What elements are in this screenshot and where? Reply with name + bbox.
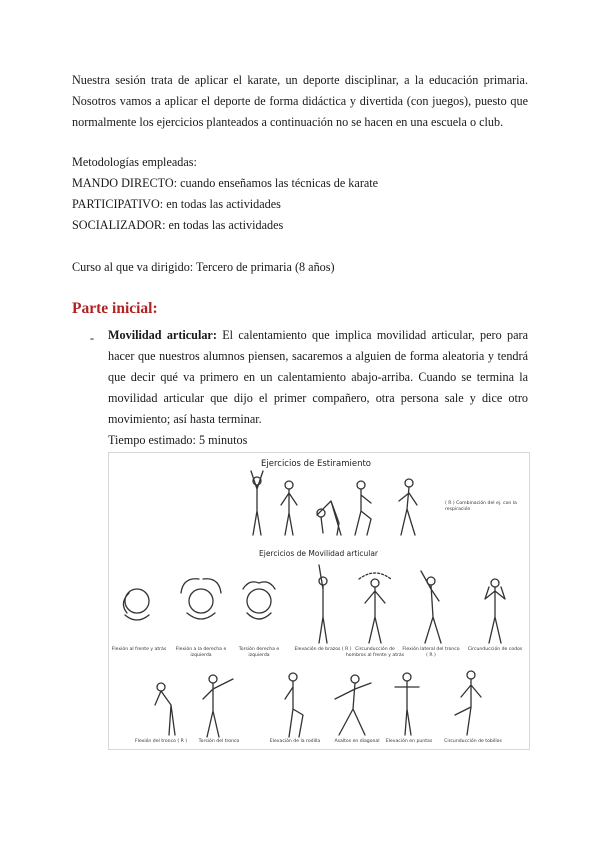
figure-caption: Flexión lateral del tronco ( R ) [402, 647, 460, 658]
figure-title-mobility: Ejercicios de Movilidad articular [259, 549, 379, 558]
mobility-figure [455, 671, 481, 735]
mobility-figure [319, 565, 327, 643]
stretch-figure [317, 501, 341, 535]
stick-figures-drawing [109, 453, 529, 749]
mobility-figure [421, 571, 441, 643]
stretch-figure [399, 479, 417, 535]
stretch-figure [281, 481, 297, 535]
figure-caption: Torsión derecha e izquierda [238, 647, 280, 658]
figure-note: ( R ) Combinación del ej. con la respiración [445, 501, 517, 512]
bullet-title: Movilidad articular: [108, 328, 217, 342]
figure-caption: Torsión del tronco [198, 739, 240, 744]
intro-line-1: Nuestra sesión trata de aplicar el karate, un deporte disciplinar, a la educación primaria. [72, 73, 528, 87]
section-heading: Parte inicial: [72, 300, 158, 317]
figure-caption: Circunducción de hombros al frente y atrás [345, 647, 405, 658]
figure-caption: Elevación en puntas [385, 739, 433, 744]
figure-caption: Circunducción de codos [467, 647, 523, 652]
mobility-figure [181, 579, 221, 619]
bullet-paragraph [108, 325, 528, 430]
mobility-figure [243, 582, 275, 619]
figure-caption: Circunducción de tobillos [444, 739, 502, 744]
mobility-figure [485, 579, 505, 643]
figure-caption: Flexión del tronco ( R ) [134, 739, 188, 744]
mobility-figure [395, 673, 419, 735]
methods-title: Metodologías empleadas: [72, 155, 197, 169]
method-desc: : en todas las actividades [159, 197, 281, 211]
method-item [72, 194, 281, 215]
method-name: SOCIALIZADOR [72, 218, 163, 232]
exercise-illustration [108, 452, 530, 750]
method-desc: : cuando enseñamos las técnicas de karate [173, 176, 379, 190]
intro-line-3: normalmente los ejercicios planteados a continuación no se hacen en una escuela o club. [72, 115, 504, 129]
bullet-text: El calentamiento que implica movilidad articular, pero para hacer que nuestros alumnos piensen, sacaremos a alguien de forma aleatoria y tendrá que decir qué va primero en un calentamiento abajo-arriba. Cuando se termina la movilidad articular que dijo el primer compañero, otra persona sale y dice otro movimiento; así hasta terminar. [108, 328, 528, 426]
method-desc: : en todas las actividades [162, 218, 284, 232]
method-name: MANDO DIRECTO [72, 176, 174, 190]
mobility-figure [335, 675, 371, 735]
mobility-figure [123, 589, 149, 620]
mobility-figure [359, 573, 391, 643]
figure-caption: Elevación de brazos ( R ) [294, 647, 352, 652]
course-line: Curso al que va dirigido: Tercero de primaria (8 años) [72, 260, 335, 274]
mobility-figure [285, 673, 303, 737]
figure-caption: Flexión al frente y atrás [111, 647, 167, 652]
estimated-time: Tiempo estimado: 5 minutos [108, 433, 248, 447]
mobility-figure [203, 675, 233, 737]
bullet-dash: - [90, 331, 95, 345]
stretch-figure [251, 471, 263, 535]
method-name: PARTICIPATIVO [72, 197, 160, 211]
stretch-figure [355, 481, 371, 535]
intro-line-2: Nosotros vamos a aplicar el deporte de forma didáctica y divertida (con juegos), puesto que [72, 94, 528, 108]
method-item [72, 173, 378, 194]
mobility-figure [155, 683, 175, 735]
figure-caption: Asaltos en diagonal [334, 739, 380, 744]
figure-title-stretch: Ejercicios de Estiramiento [261, 459, 371, 469]
method-item [72, 215, 283, 236]
figure-caption: Flexión a la derecha e izquierda [175, 647, 227, 658]
figure-caption: Elevación de la rodilla [269, 739, 321, 744]
